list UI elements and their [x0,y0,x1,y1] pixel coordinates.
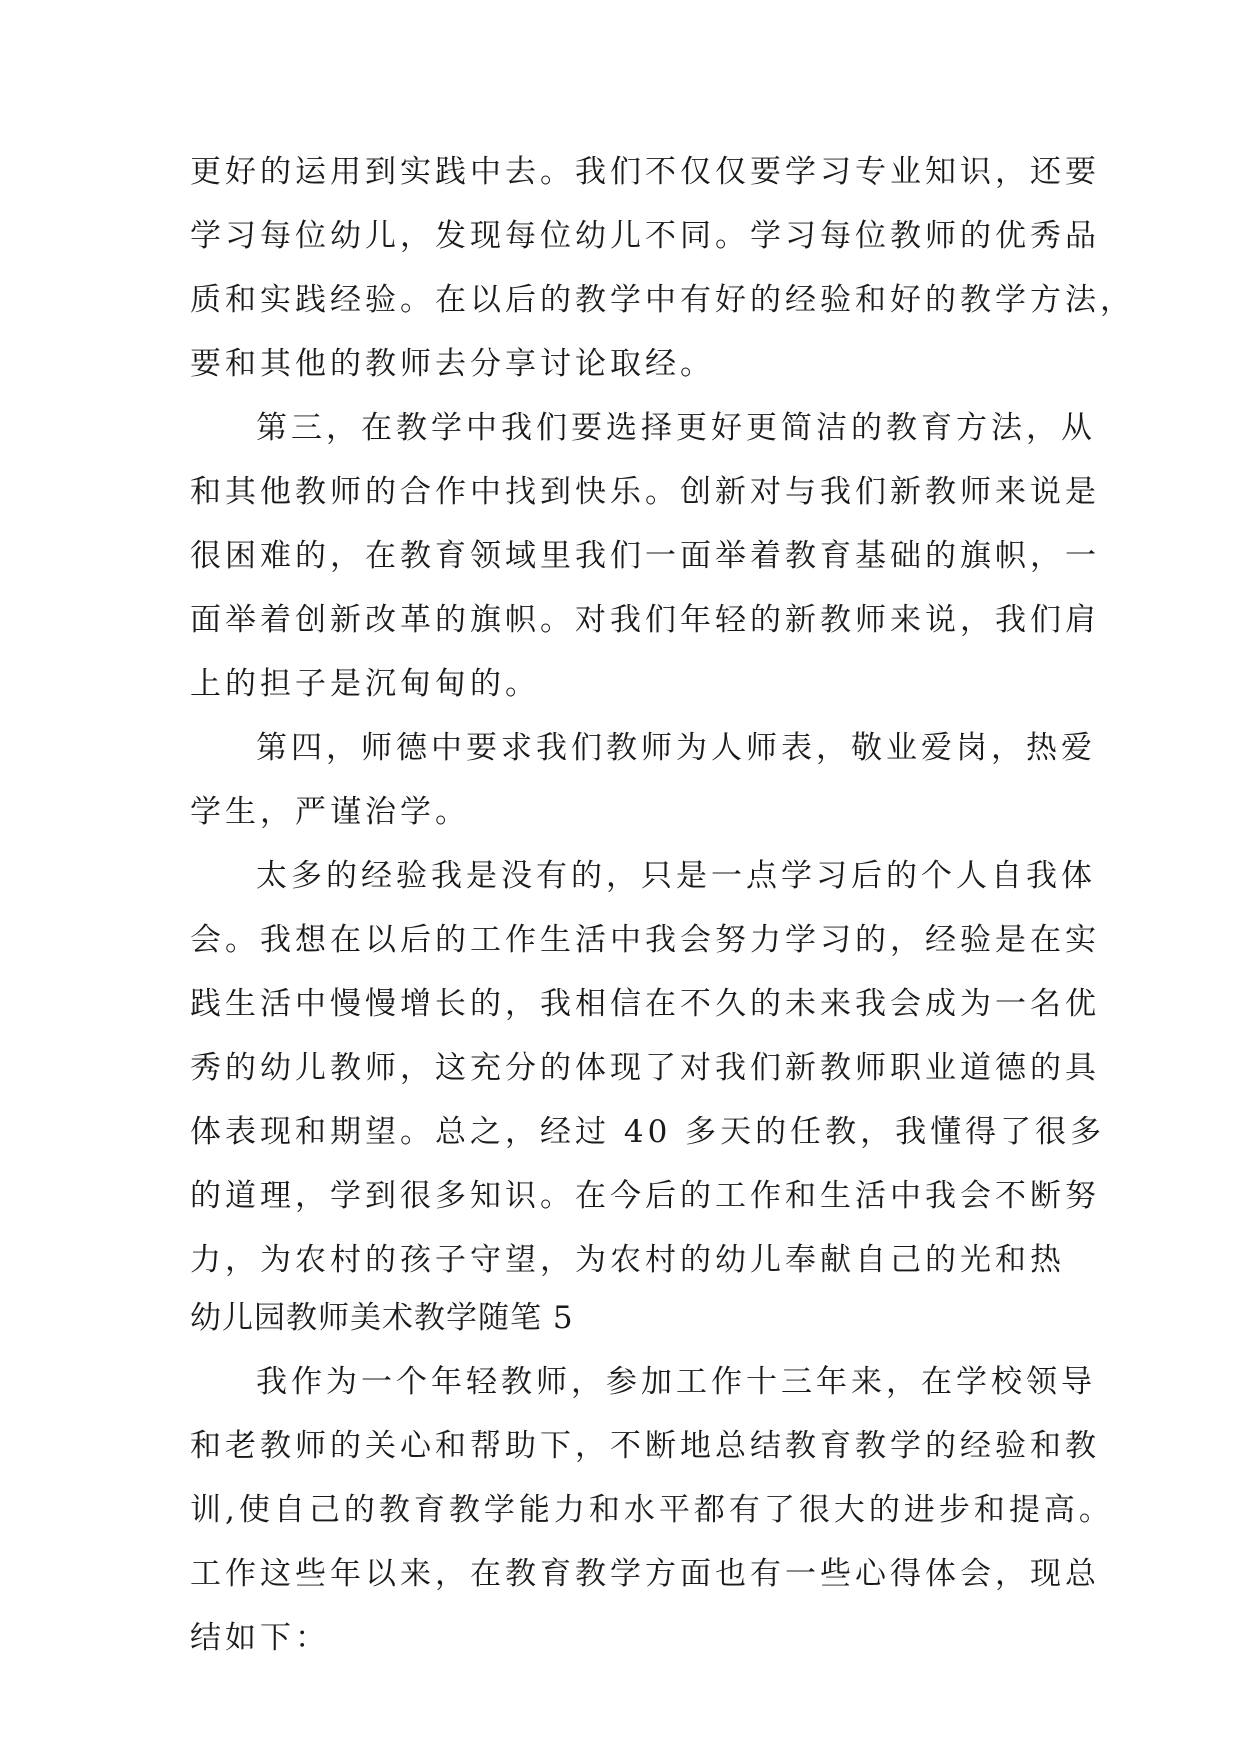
body-line: 结如下： [190,1620,330,1656]
paragraph-start-line: 第四，师德中要求我们教师为人师表，敬业爱岗，热爱 [256,730,1096,766]
body-line: 践生活中慢慢增长的，我相信在不久的未来我会成为一名优 [190,986,1100,1022]
body-line: 要和其他的教师去分享讨论取经。 [190,346,715,382]
body-line: 面举着创新改革的旗帜。对我们年轻的新教师来说，我们肩 [190,602,1100,638]
body-line: 上的担子是沉甸甸的。 [190,666,540,702]
body-line: 体表现和期望。总之，经过 40 多天的任教，我懂得了很多 [190,1114,1106,1150]
body-line: 更好的运用到实践中去。我们不仅仅要学习专业知识，还要 [190,154,1100,190]
paragraph-start-line: 第三，在教学中我们要选择更好更简洁的教育方法，从 [256,410,1096,446]
body-line: 学生，严谨治学。 [190,794,470,830]
body-line: 力，为农村的孩子守望，为农村的幼儿奉献自己的光和热 [190,1242,1065,1278]
body-line: 训,使自己的教育教学能力和水平都有了很大的进步和提高。 [190,1492,1114,1528]
body-line: 和老教师的关心和帮助下，不断地总结教育教学的经验和教 [190,1428,1100,1464]
body-line: 质和实践经验。在以后的教学中有好的经验和好的教学方法， [190,282,1135,318]
body-line: 和其他教师的合作中找到快乐。创新对与我们新教师来说是 [190,474,1100,510]
body-line: 学习每位幼儿，发现每位幼儿不同。学习每位教师的优秀品 [190,218,1100,254]
body-line: 工作这些年以来，在教育教学方面也有一些心得体会，现总 [190,1556,1100,1592]
body-line: 秀的幼儿教师，这充分的体现了对我们新教师职业道德的具 [190,1050,1100,1086]
paragraph-start-line: 我作为一个年轻教师，参加工作十三年来，在学校领导 [256,1364,1096,1400]
body-line: 很困难的，在教育领域里我们一面举着教育基础的旗帜，一 [190,538,1100,574]
section-title: 幼儿园教师美术教学随笔 5 [190,1300,574,1336]
paragraph-start-line: 太多的经验我是没有的，只是一点学习后的个人自我体 [256,858,1096,894]
body-line: 的道理，学到很多知识。在今后的工作和生活中我会不断努 [190,1178,1100,1214]
body-line: 会。我想在以后的工作生活中我会努力学习的，经验是在实 [190,922,1100,958]
